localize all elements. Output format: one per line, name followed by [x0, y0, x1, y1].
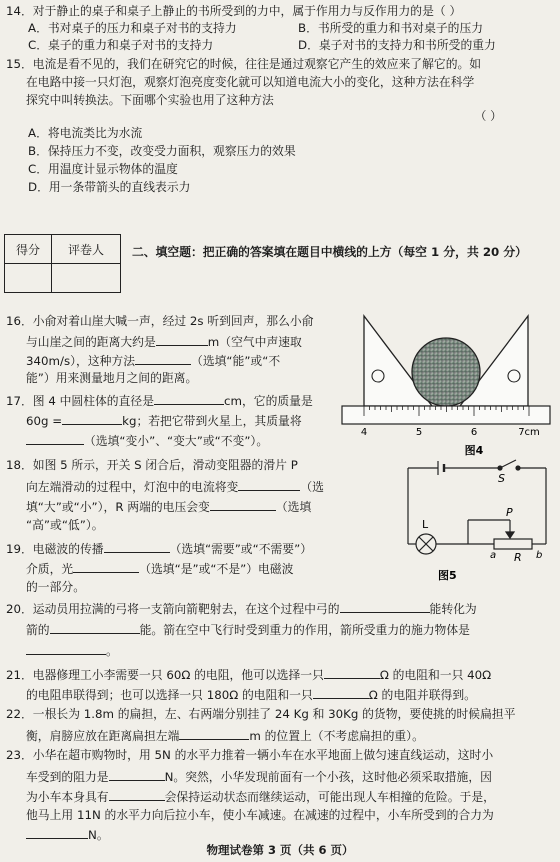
q17-text: cm，它的质量是	[224, 394, 313, 408]
q20-text: 。	[106, 644, 118, 658]
rheostat-body	[494, 539, 532, 549]
q23-blank-3[interactable]	[26, 826, 88, 839]
q23-text: N。突然，小华发现前面有一个小孩，这时他必须采取措施，因	[164, 770, 492, 784]
q23-line5	[26, 826, 109, 843]
q15-line3: 探究中叫转换法。下面哪个实验也用了这种方法	[26, 93, 274, 107]
q18-text: （选	[300, 480, 324, 494]
q20-text: 能。箭在空中飞行时受到重力的作用，箭所受重力的施力物体是	[139, 623, 470, 637]
ruler-label-7cm: 7cm	[518, 427, 540, 438]
q18-blank-1[interactable]	[238, 478, 300, 491]
q16-text: 与山崖之间的距离大约是	[26, 335, 156, 349]
q17-text: 17．图 4 中圆柱体的直径是	[6, 394, 154, 408]
q18-text: 向左端滑动的过程中，灯泡中的电流将变	[26, 480, 239, 494]
q22-line1: 22．一根长为 1.8m 的扁担，左、右两端分别挂了 24 Kg 和 30Kg 的货物，要使挑的时候扁担平	[6, 707, 516, 721]
q20-blank-3[interactable]	[26, 642, 106, 655]
label-P: P	[506, 506, 513, 519]
switch-blade	[500, 460, 516, 468]
q14-option-b: B．书所受的重力和书对桌子的压力	[298, 21, 484, 35]
q17-text: kg；若把它带到火星上，其质量将	[122, 414, 302, 428]
score-table	[4, 234, 121, 293]
q19-blank-2[interactable]	[73, 560, 139, 573]
q16-line2	[26, 333, 302, 350]
section-2-heading: 二、填空题：把正确的答案填在题目中横线的上方（每空 1 分，共 20 分）	[132, 245, 527, 259]
q17-text: （选填“变小”、“变大”或“不变”）。	[84, 434, 269, 448]
q18-blank-2[interactable]	[210, 498, 276, 511]
q20-line1	[6, 600, 477, 617]
q22-text: 衡，肩膀应放在距离扁担左端	[26, 729, 180, 743]
q20-blank-1[interactable]	[340, 600, 430, 613]
figure-4-caption: 图4	[464, 444, 484, 457]
score-label: 得分	[5, 235, 52, 264]
q16-text: （选填“能”或“不	[191, 354, 281, 368]
q16-line4: 能”）用来测量地月之间的距离。	[26, 371, 198, 385]
q18-text: 填“大”或“小”），R 两端的电压会变	[26, 500, 210, 514]
label-S: S	[498, 472, 505, 485]
q15-line2: 在电路中接一只灯泡，观察灯泡亮度变化就可以知道电流大小的变化，这种方法在科学	[26, 75, 475, 89]
q23-line4: 他马上用 11N 的水平力向后拉小车，使小车减速。在减速的过程中，小车所受到的合力为	[26, 808, 494, 822]
q20-text: 20．运动员用拉满的弓将一支箭向箭靶射去，在这个过程中弓的	[6, 602, 340, 616]
label-L: L	[422, 518, 429, 531]
q14-option-a: A．书对桌子的压力和桌子对书的支持力	[28, 21, 237, 35]
q17-blank-2[interactable]	[62, 412, 122, 425]
q21-text: Ω 的电阻和一只 40Ω	[379, 668, 492, 682]
label-b: b	[536, 550, 543, 561]
q23-blank-2[interactable]	[109, 788, 165, 801]
slider-arrow	[506, 532, 514, 538]
figure-5-caption: 图5	[438, 569, 457, 582]
q23-text: 车受到的阻力是	[26, 770, 109, 784]
ruler-label-4: 4	[360, 427, 368, 438]
figure-4-diagram	[338, 308, 554, 458]
q21-line1	[6, 666, 491, 683]
q16-line3	[26, 352, 280, 369]
label-R: R	[514, 551, 522, 564]
q22-text: m 的位置上（不考虑扁担的重）。	[249, 729, 424, 743]
q16-blank-1[interactable]	[156, 333, 208, 346]
grader-label: 评卷人	[52, 235, 121, 264]
q20-line3	[26, 642, 118, 659]
q22-line2	[26, 727, 424, 744]
q15-option-b: B．保持压力不变，改变受力面积，观察压力的效果	[28, 144, 296, 158]
page-footer: 物理试卷第 3 页（共 6 页）	[206, 843, 354, 857]
ruler-label-5: 5	[415, 427, 423, 438]
q18-text: （选填	[275, 500, 312, 514]
q14-option-d: D．桌子对书的支持力和书所受的重力	[298, 38, 496, 52]
q15-option-c: C．用温度计显示物体的温度	[28, 162, 178, 176]
label-a: a	[490, 550, 497, 561]
q19-line1	[6, 540, 312, 557]
q19-text: （选填“是”或“不是”）电磁波	[139, 562, 294, 576]
q23-text: 会保持运动状态而继续运动，可能出现人车相撞的危险。于是，	[164, 790, 495, 804]
q18-line2	[26, 478, 324, 495]
q19-text: 介质，光	[26, 562, 74, 576]
q15-answer-paren: （ ）	[474, 109, 502, 123]
q21-line2	[26, 686, 476, 703]
q21-text: 21．电器修理工小李需要一只 60Ω 的电阻，他可以选择一只	[6, 668, 324, 682]
q19-blank-1[interactable]	[104, 540, 170, 553]
q20-line2	[26, 621, 470, 638]
q17-blank-1[interactable]	[154, 392, 224, 405]
q16-text: m（空气中声速取	[207, 335, 302, 349]
q15-option-d: D．用一条带箭头的直线表示力	[28, 180, 191, 194]
q21-blank-1[interactable]	[324, 666, 380, 679]
q17-line3	[26, 432, 268, 449]
q23-line1: 23．小华在超市购物时，用 5N 的水平力推着一辆小车在水平地面上做匀速直线运动，这时小	[6, 748, 494, 762]
q14-option-c: C．桌子的重力和桌子对书的支持力	[28, 38, 214, 52]
q16-blank-2[interactable]	[135, 352, 191, 365]
q18-line1: 18．如图 5 所示，开关 S 闭合后，滑动变阻器的滑片 P	[6, 458, 298, 472]
q20-text: 箭的	[26, 623, 50, 637]
q18-line3	[26, 498, 311, 515]
q21-text: 的电阻串联得到；也可以选择一只 180Ω 的电阻和一只	[26, 688, 313, 702]
q17-blank-3[interactable]	[26, 432, 84, 445]
q17-line2	[26, 412, 302, 429]
q23-text: 为小车本身具有	[26, 790, 109, 804]
figure-5-circuit	[398, 458, 554, 584]
score-cell[interactable]	[5, 264, 52, 293]
q19-line3: 的一部分。	[26, 580, 85, 594]
q20-blank-2[interactable]	[50, 621, 140, 634]
q16-line1: 16．小俞对着山崖大喊一声，经过 2s 听到回声，那么小俞	[6, 314, 314, 328]
q14-stem: 14．对于静止的桌子和桌子上静止的书所受到的力中，属于作用力与反作用力的是（ ）	[6, 4, 462, 18]
q20-text: 能转化为	[429, 602, 477, 616]
q21-blank-2[interactable]	[313, 686, 369, 699]
q23-blank-1[interactable]	[109, 768, 165, 781]
q16-text: 340m/s），这种方法	[26, 354, 136, 368]
q19-text: 19．电磁波的传播	[6, 542, 104, 556]
q19-line2	[26, 560, 293, 577]
ruler-label-6: 6	[470, 427, 478, 438]
ruler	[342, 406, 550, 424]
q23-text: N。	[88, 828, 109, 842]
q21-text: Ω 的电阻并联得到。	[368, 688, 476, 702]
q23-line2	[26, 768, 492, 785]
q23-line3	[26, 788, 495, 805]
q18-line4: “高”或“低”）。	[26, 518, 104, 532]
q17-line1	[6, 392, 313, 409]
grader-cell[interactable]	[52, 264, 121, 293]
q15-line1: 15．电流是看不见的，我们在研究它的时候，往往是通过观察它产生的效应来了解它的。如	[6, 57, 482, 71]
q15-option-a: A．将电流类比为水流	[28, 126, 143, 140]
q17-text: 60g =	[26, 414, 63, 428]
q22-blank-1[interactable]	[179, 727, 249, 740]
q19-text: （选填“需要”或“不需要”）	[169, 542, 313, 556]
cylinder-cross-section	[412, 338, 480, 406]
